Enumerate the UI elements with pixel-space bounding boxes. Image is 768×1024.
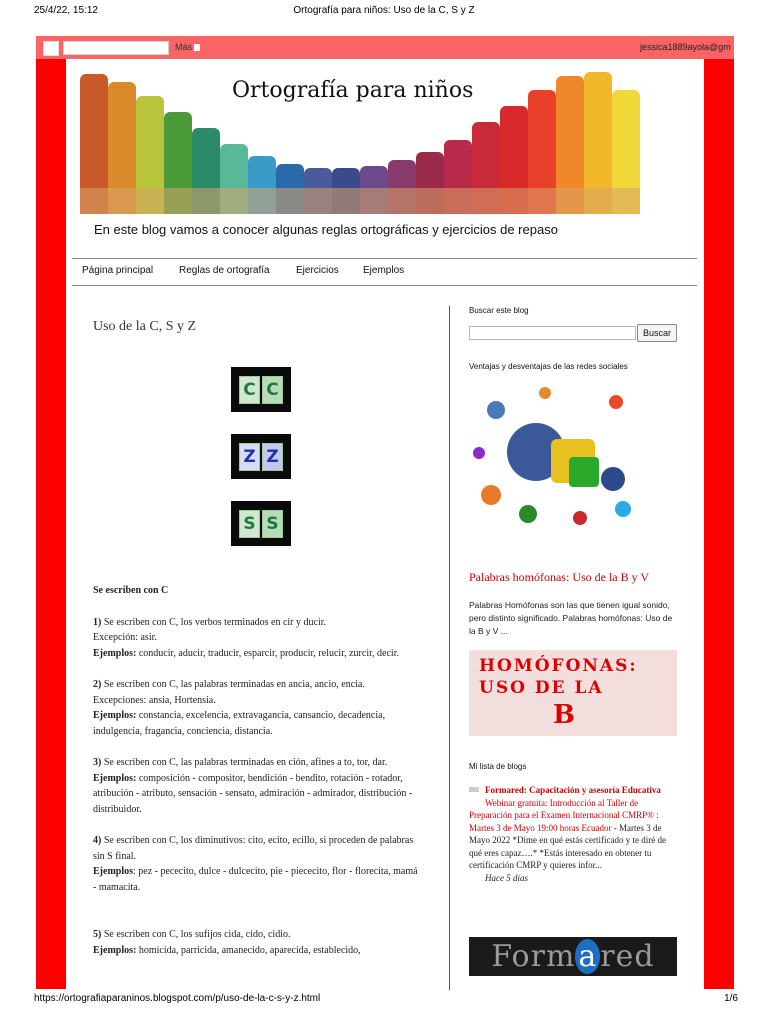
print-datetime: 25/4/22, 15:12 xyxy=(34,5,98,16)
social-icon xyxy=(601,467,625,491)
homofonas-line: USO DE LA xyxy=(479,678,604,698)
stumbleupon-icon xyxy=(519,505,537,523)
letter-block-c-image xyxy=(231,367,291,412)
column-divider xyxy=(449,306,450,990)
pencil-icon xyxy=(444,140,472,214)
pencil-icon xyxy=(528,90,556,214)
blog-favicon-icon xyxy=(469,787,479,792)
pencil-icon xyxy=(108,82,136,214)
letter-block-z-image xyxy=(231,434,291,479)
bloglist-heading: Mi lista de blogs xyxy=(469,762,527,771)
pencil-icon xyxy=(164,112,192,214)
print-page-title: Ortografía para niños: Uso de la C, S y Z xyxy=(293,5,475,16)
pencil-icon xyxy=(500,106,528,214)
navbar-user-email[interactable]: jessica1889ayola@gm xyxy=(640,42,731,52)
pencil-icon xyxy=(276,164,304,214)
rule-3: 3) Se escriben con C, las palabras terminadas en ción, afines a to, tor, dar. Ejemplos: composición - compositor, bendición - bendito, rotación - rotador, atribución - atributo, sensación - sensato, admiración - admirador, distribución - distribuidor. xyxy=(93,757,413,815)
homofonas-letter: B xyxy=(553,700,575,730)
youtube-icon xyxy=(573,511,587,525)
homofonas-image[interactable] xyxy=(469,650,677,736)
pencil-icon xyxy=(472,122,500,214)
right-border xyxy=(704,59,734,989)
block-letter: S xyxy=(262,510,283,538)
social-networks-image[interactable] xyxy=(469,377,640,538)
rss-icon xyxy=(539,387,551,399)
pencil-icon xyxy=(192,128,220,214)
pencil-icon xyxy=(388,160,416,214)
pencil-icon xyxy=(556,76,584,214)
print-footer xyxy=(0,990,768,1010)
print-header xyxy=(0,0,768,20)
pencil-icon xyxy=(220,144,248,214)
pencil-icon xyxy=(612,90,640,214)
page-tabs xyxy=(72,258,697,286)
rule-4: 4) Se escriben con C, los diminutivos: cito, ecito, ecillo, si proceden de palabras sin S final. Ejemplos: pez - pececito, dulce - dulcecito, pie - piececito, flor - florecita, mamá - mamacita. xyxy=(93,835,418,893)
block-letter: C xyxy=(262,376,283,404)
blog-description: En este blog vamos a conocer algunas reglas ortográficas y ejercicios de repaso xyxy=(94,222,558,237)
blogger-icon xyxy=(481,485,501,505)
formared-logo-image[interactable]: Form a red xyxy=(469,937,677,976)
block-letter: Z xyxy=(239,443,260,471)
search-heading: Buscar este blog xyxy=(469,306,529,315)
rule-2: 2) Se escriben con C, las palabras terminadas en ancia, ancio, encia. Excepciones: ansia, Hortensia. Ejemplos: constancia, excelencia, extravagancia, cansancio, decadencia, indulgencia, fragancia, conciencia, distancia. xyxy=(93,679,386,737)
bloglist-item xyxy=(469,784,679,884)
blogger-logo-icon[interactable] xyxy=(43,41,59,56)
linkedin-icon xyxy=(487,401,505,419)
rubik-cube-icon xyxy=(569,457,599,487)
blog-search-input[interactable] xyxy=(469,326,636,340)
pencil-icon xyxy=(332,168,360,214)
pencil-icon xyxy=(136,96,164,214)
pencil-icon xyxy=(416,152,444,214)
block-letter: S xyxy=(239,510,260,538)
twitter-icon xyxy=(615,501,631,517)
post-title: Uso de la C, S y Z xyxy=(93,319,197,334)
featured-post-snippet: Palabras Homófonas son las que tienen igual sonido, pero distinto significado. Palabras homófonas: Uso de la B y V ... xyxy=(469,600,673,636)
rule-5: 5) Se escriben con C, los sufijos cida, cido, cidio. Ejemplos: homicida, parricida, amanecido, aparecida, establecido, xyxy=(93,929,361,956)
pencil-icon xyxy=(80,74,108,214)
blog-title[interactable]: Ortografía para niños xyxy=(232,78,474,103)
pencil-icon xyxy=(248,156,276,214)
block-letter: Z xyxy=(262,443,283,471)
navbar-more-label: Más xyxy=(175,42,193,52)
more-arrow-icon xyxy=(194,44,200,51)
social-icon xyxy=(609,395,623,409)
featured-post-title[interactable]: Palabras homófonas: Uso de la B y V xyxy=(469,570,650,584)
post-body xyxy=(93,583,423,958)
pencil-icon xyxy=(584,72,612,214)
pencil-icon xyxy=(304,168,332,214)
bloglist-blog-name[interactable]: Formared: Capacitación y asesoría Educativa xyxy=(485,785,661,795)
navbar-more-button[interactable] xyxy=(175,42,200,52)
tab-pagina-principal[interactable]: Página principal xyxy=(82,265,154,276)
search-button[interactable]: Buscar xyxy=(637,324,677,342)
print-url: https://ortografiaparaninos.blogspot.com/p/uso-de-la-c-s-y-z.html xyxy=(34,993,321,1004)
letter-block-s-image xyxy=(231,501,291,546)
left-border xyxy=(36,59,66,989)
bloglist-post-title[interactable]: Webinar gratuita: Introducción al Taller de Preparación para el Examen Internacional CMRP® : Martes 3 de Mayo 19:00 horas Ecuador xyxy=(469,797,659,833)
section-heading: Se escriben con C xyxy=(93,585,169,596)
navbar-search-input[interactable] xyxy=(63,41,169,55)
tab-reglas-de-ortografia[interactable]: Reglas de ortografía xyxy=(179,265,270,276)
pencil-icon xyxy=(360,166,388,214)
social-heading: Ventajas y desventajas de las redes sociales xyxy=(469,362,628,371)
bloglist-snippet: - Martes 3 de Mayo 2022 *Dime en qué estás certificado y te diré de qué eres capaz….* *Estás interesado en obtener tu certificación CMRP y quieres infor... xyxy=(469,822,666,870)
bloglist-time: Hace 5 días xyxy=(485,872,528,883)
homofonas-line: HOMÓFONAS: xyxy=(479,656,638,676)
tab-ejemplos[interactable]: Ejemplos xyxy=(363,265,405,276)
tab-ejercicios[interactable]: Ejercicios xyxy=(296,265,339,276)
print-page-number: 1/6 xyxy=(724,993,738,1004)
social-icon xyxy=(473,447,485,459)
rule-1: 1) Se escriben con C, los verbos terminados en cir y ducir. Excepción: asir. Ejemplos: conducir, aducir, traducir, esparcir, producir, relucir, zurcir, decir. xyxy=(93,616,399,659)
block-letter: C xyxy=(239,376,260,404)
